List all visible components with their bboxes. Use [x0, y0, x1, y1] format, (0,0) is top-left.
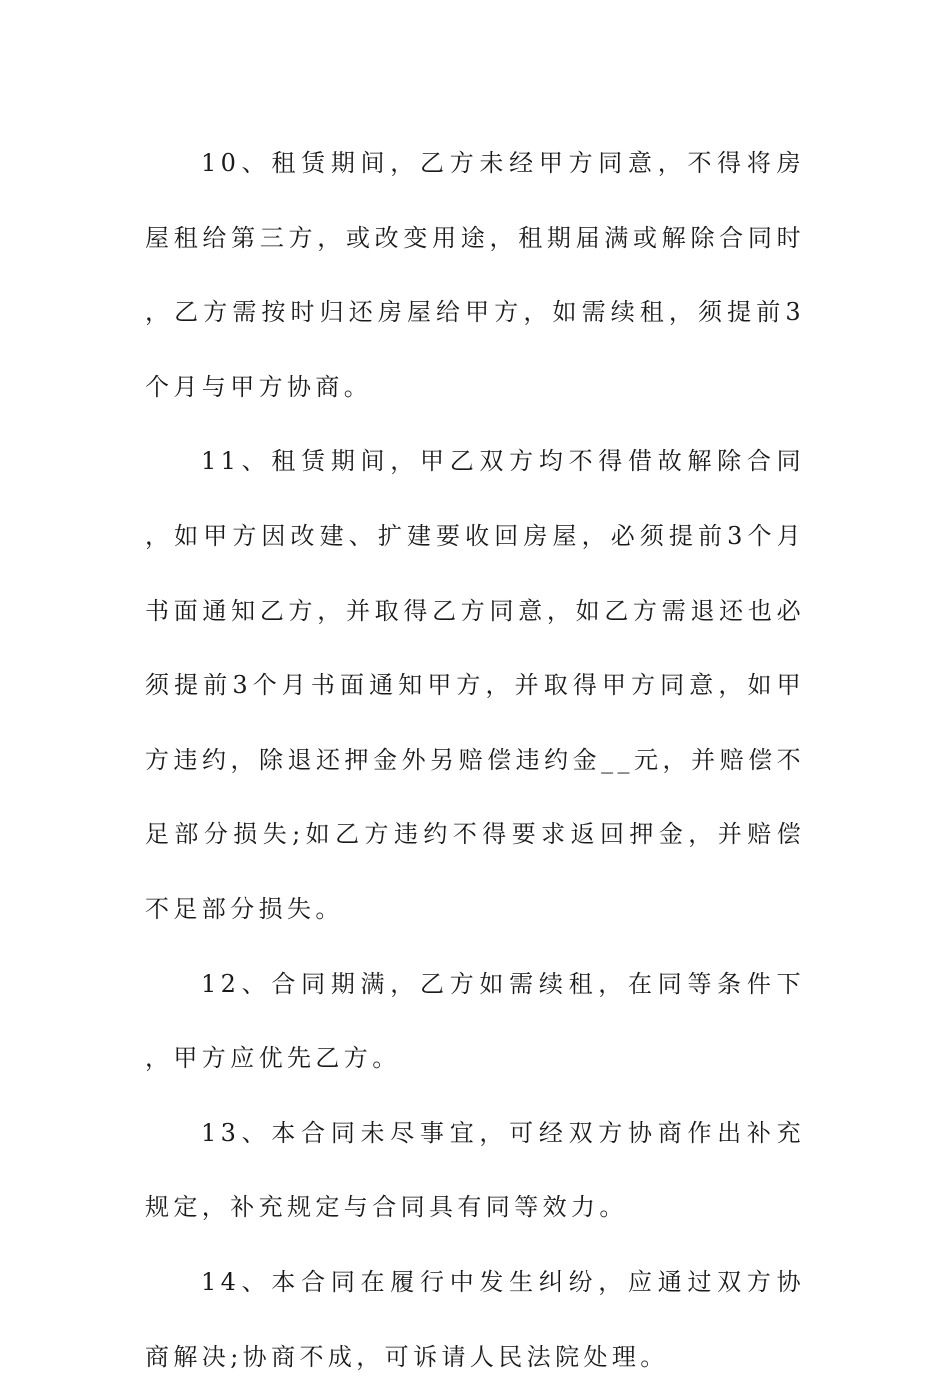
clause-14-paragraph: 14、本合同在履行中发生纠纷，应通过双方协商解决;协商不成，可诉请人民法院处理。: [145, 1267, 805, 1371]
contract-body: [145, 126, 805, 1394]
clause-13-paragraph: 13、本合同未尽事宜，可经双方协商作出补充规定，补充规定与合同具有同等效力。: [145, 1118, 805, 1222]
clause-11-paragraph: 11、租赁期间，甲乙双方均不得借故解除合同，如甲方因改建、扩建要收回房屋，必须提前3个月书面通知乙方，并取得乙方同意，如乙方需退还也必须提前3个月书面通知甲方，并取得甲方同意，如甲方违约，除退还押金外另赔偿违约金__元，并赔偿不足部分损失;如乙方违约不得要求返回押金，并赔偿不足部分损失。: [145, 447, 805, 923]
clause-12-paragraph: 12、合同期满，乙方如需续租，在同等条件下，甲方应优先乙方。: [145, 969, 805, 1073]
clause-10-paragraph: 10、租赁期间，乙方未经甲方同意，不得将房屋租给第三方，或改变用途，租期届满或解除合同时，乙方需按时归还房屋给甲方，如需续租，须提前3个月与甲方协商。: [145, 149, 805, 401]
